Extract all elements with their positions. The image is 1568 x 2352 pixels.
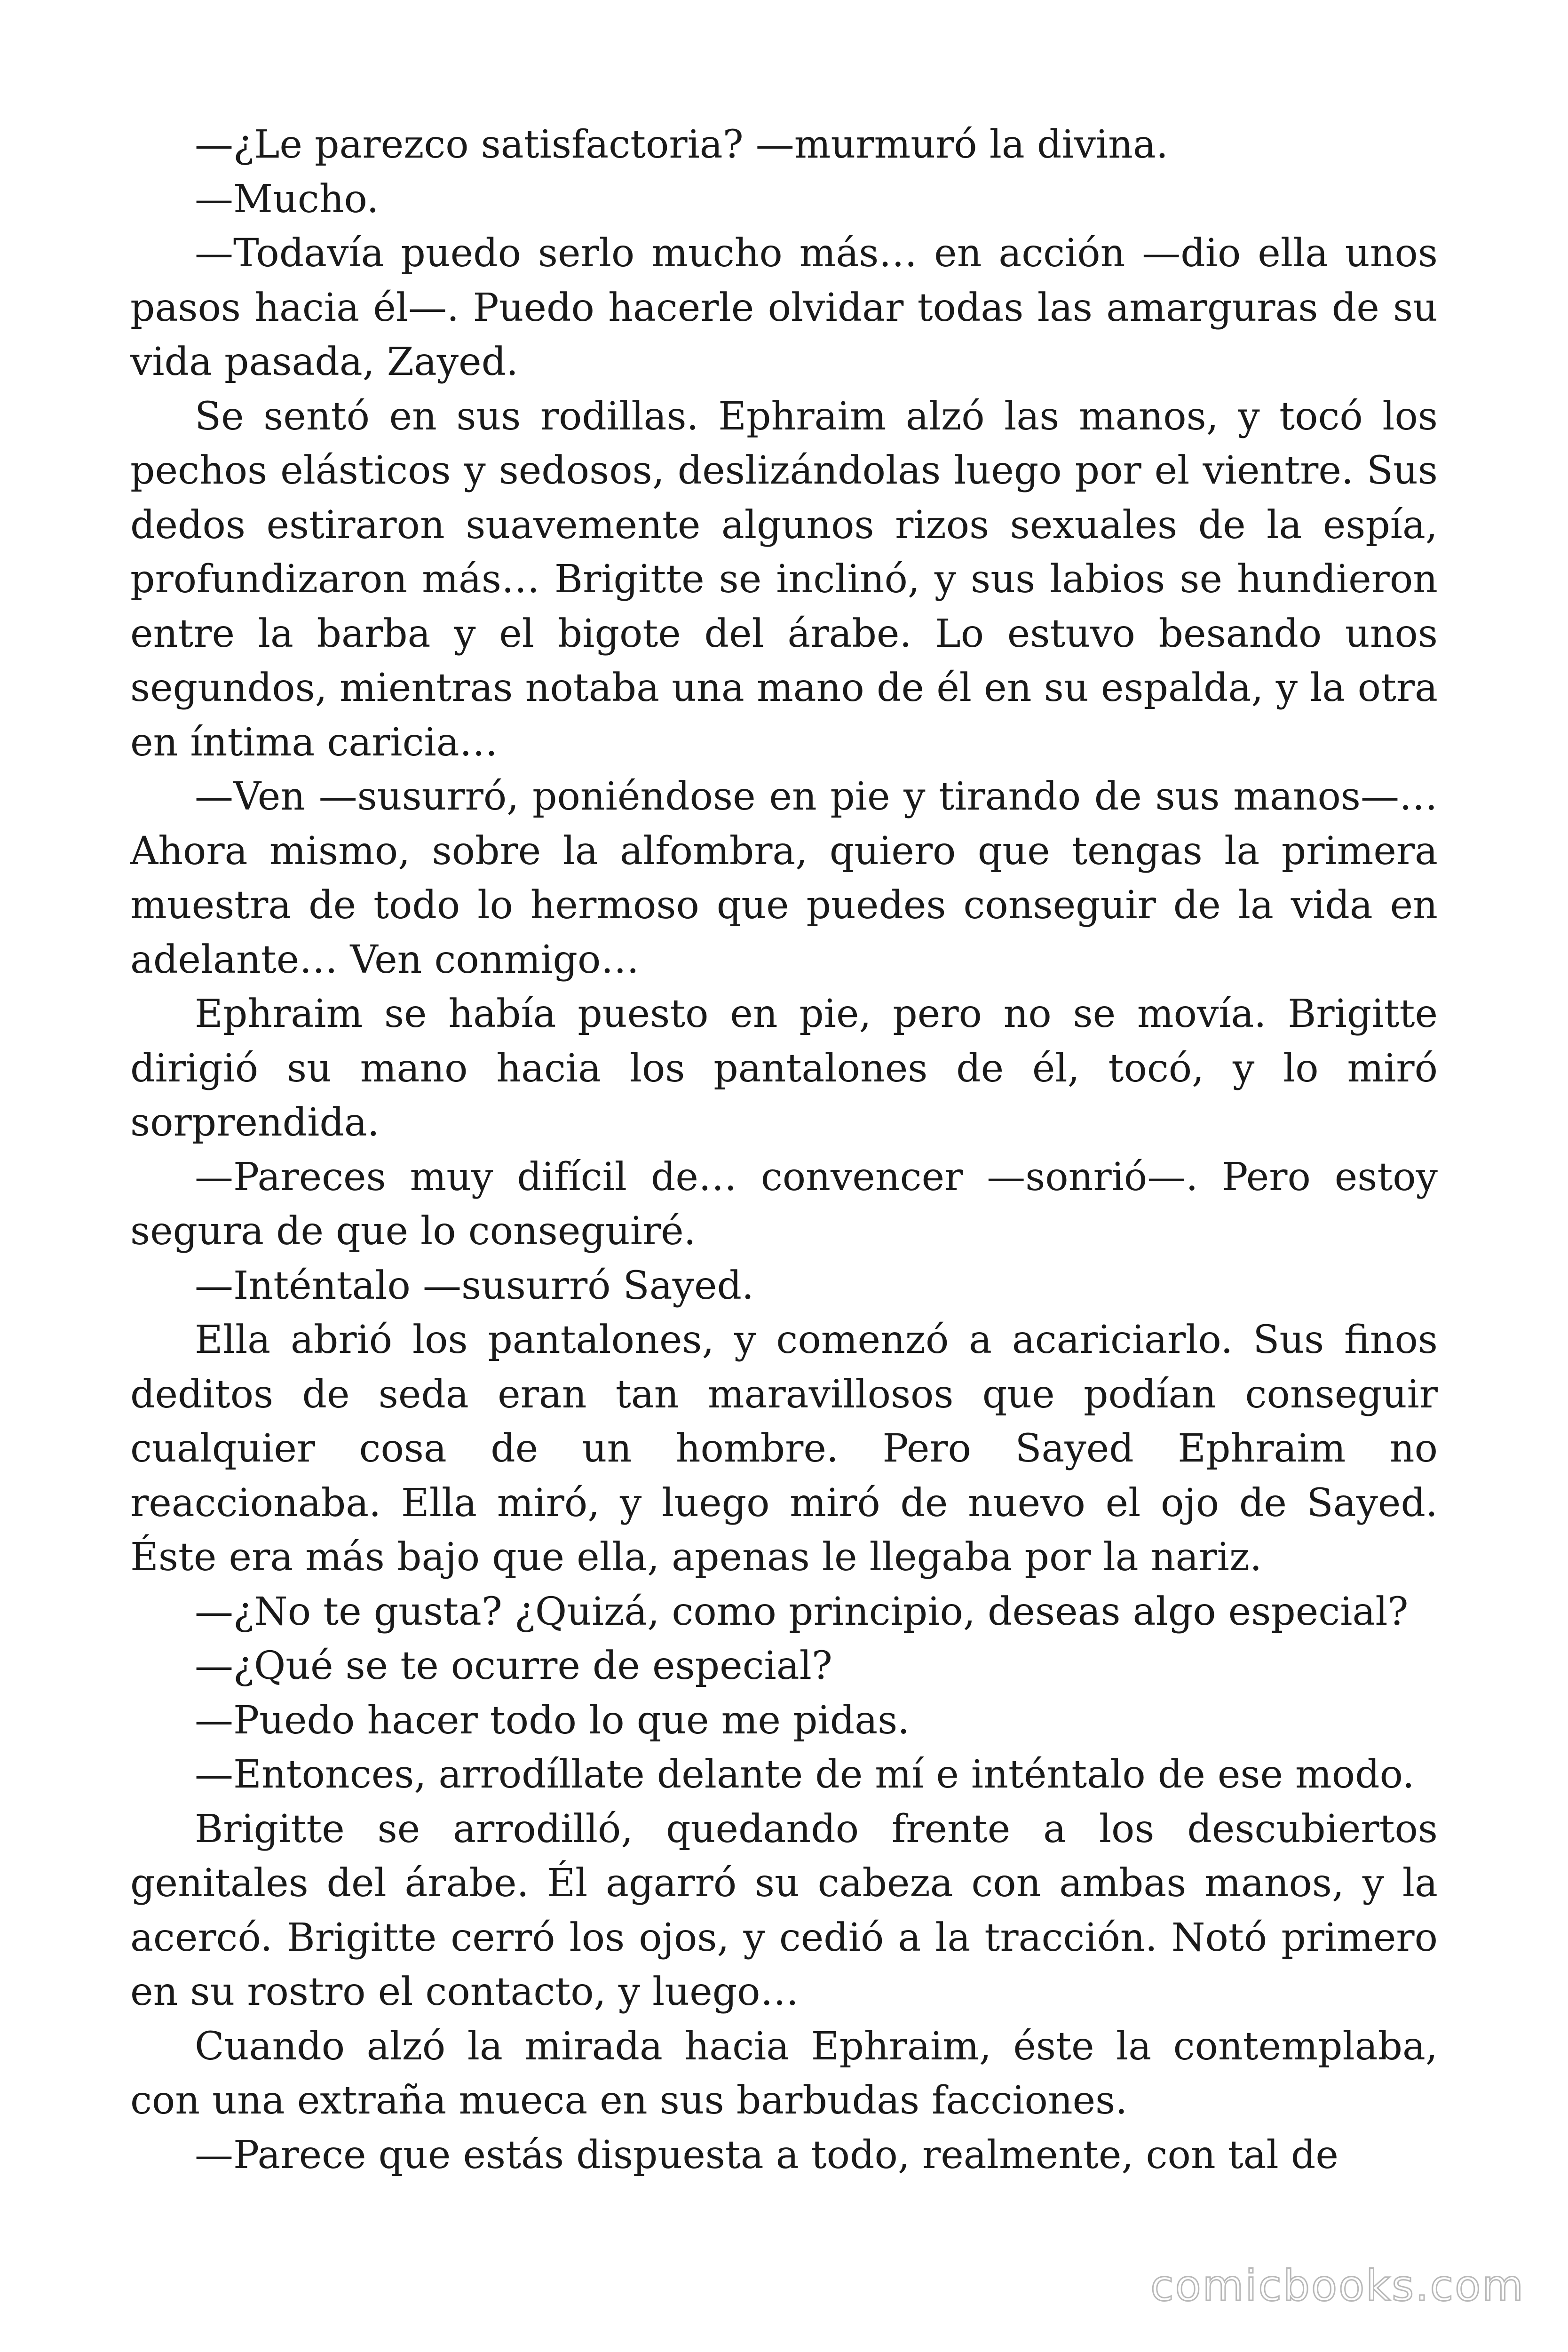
paragraph: —Inténtalo —susurró Sayed. xyxy=(195,1263,754,1308)
paragraph: —Pareces muy difícil de… convencer —sonrió—. Pero estoy segura de que lo conseguiré. xyxy=(130,1154,1438,1254)
page-body xyxy=(130,118,1438,2182)
paragraph: Cuando alzó la mirada hacia Ephraim, éste la contemplaba, con una extraña mueca en sus barbudas facciones. xyxy=(130,2024,1438,2123)
paragraph: —Parece que estás dispuesta a todo, realmente, con tal de xyxy=(195,2132,1338,2177)
paragraph: Brigitte se arrodilló, quedando frente a los descubiertos genitales del árabe. Él agarró su cabeza con ambas manos, y la acercó. Brigitte cerró los ojos, y cedió a la tracción. Notó primero en su rostro el contacto, y luego… xyxy=(130,1806,1438,2014)
paragraph: —¿Qué se te ocurre de especial? xyxy=(195,1644,832,1688)
paragraph: Se sentó en sus rodillas. Ephraim alzó las manos, y tocó los pechos elásticos y sedosos, deslizándolas luego por el vientre. Sus dedos estiraron suavemente algunos rizos sexuales de la espía, profundizaron más… Brigitte se inclinó, y sus labios se hundieron entre la barba y el bigote del árabe. Lo estuvo besando unos segundos, mientras notaba una mano de él en su espalda, y la otra en íntima caricia… xyxy=(130,394,1438,765)
paragraph: —¿Le parezco satisfactoria? —murmuró la divina. xyxy=(195,122,1168,167)
paragraph: —Entonces, arrodíllate delante de mí e inténtalo de ese modo. xyxy=(195,1752,1415,1797)
paragraph: Ella abrió los pantalones, y comenzó a acariciarlo. Sus finos deditos de seda eran tan maravillosos que podían conseguir cualquier cosa de un hombre. Pero Sayed Ephraim no reaccionaba. Ella miró, y luego miró de nuevo el ojo de Sayed. Éste era más bajo que ella, apenas le llegaba por la nariz. xyxy=(130,1318,1438,1580)
paragraph: —Mucho. xyxy=(195,176,379,222)
paragraph: Ephraim se había puesto en pie, pero no se movía. Brigitte dirigió su mano hacia los pantalones de él, tocó, y lo miró sorprendida. xyxy=(130,992,1438,1145)
paragraph: —Ven —susurró, poniéndose en pie y tirando de sus manos—… Ahora mismo, sobre la alfombra, quiero que tengas la primera muestra de todo lo hermoso que puedes conseguir de la vida en adelante… Ven conmigo… xyxy=(130,774,1438,982)
paragraph: —Puedo hacer todo lo que me pidas. xyxy=(195,1698,910,1743)
paragraph: —Todavía puedo serlo mucho más… en acción —dio ella unos pasos hacia él—. Puedo hacerle olvidar todas las amarguras de su vida pasada, Zayed. xyxy=(130,231,1438,384)
watermark: comicbooks.com xyxy=(1150,2261,1525,2311)
paragraph: —¿No te gusta? ¿Quizá, como principio, deseas algo especial? xyxy=(195,1589,1409,1634)
